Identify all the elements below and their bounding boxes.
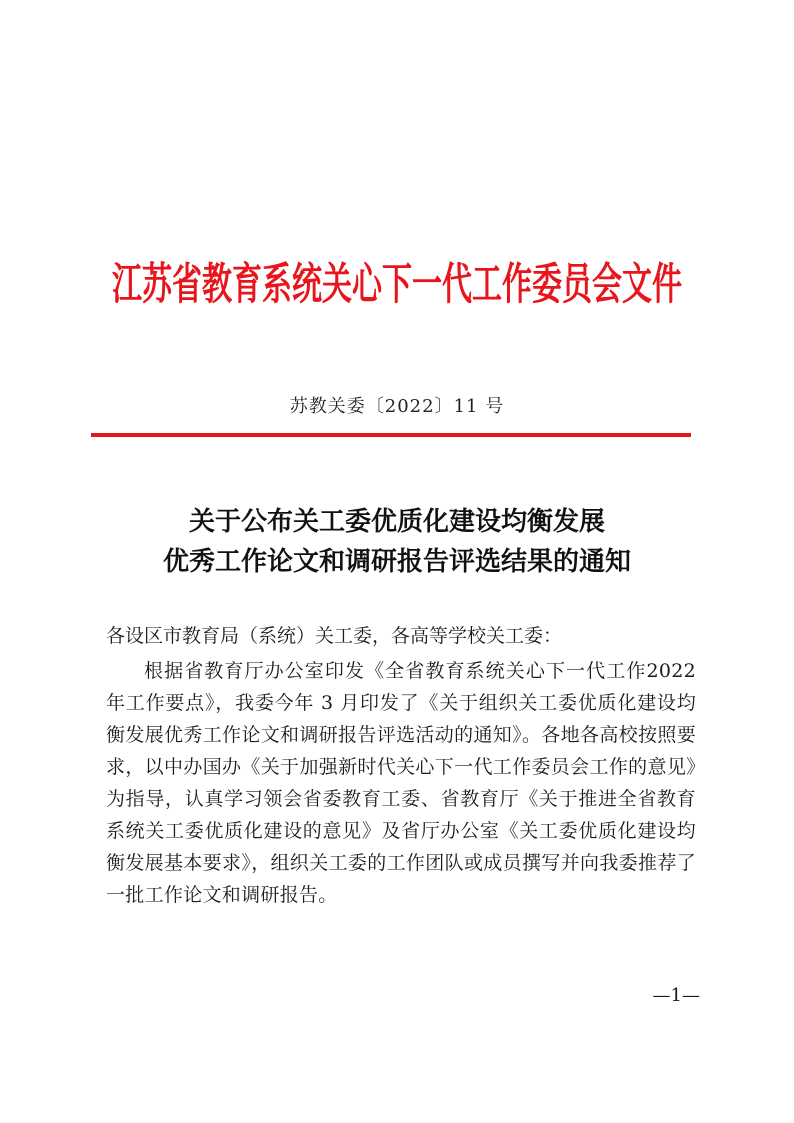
red-divider-line	[91, 433, 691, 437]
body-paragraph: 根据省教育厅办公室印发《全省教育系统关心下一代工作2022 年工作要点》，我委今年 3 月印发了《关于组织关工委优质化建设均衡发展优秀工作论文和调研报告评选活动的通知》。各地各高校按照要求，以中办国办《关于加强新时代关心下一代工作委员会工作的意见》为指导，认真学习领会省委教育工委、省教育厅《关于推进全省教育系统关工委优质化建设的意见》及省厅办公室《关工委优质化建设均衡发展基本要求》，组织关工委的工作团队或成员撰写并向我委推荐了一批工作论文和调研报告。	[106, 660, 696, 906]
notice-title-line-2: 优秀工作论文和调研报告评选结果的通知	[162, 547, 631, 577]
notice-title	[90, 502, 704, 582]
salutation: 各设区市教育局（系统）关工委，各高等学校关工委：	[106, 625, 563, 647]
page-number: —1—	[652, 985, 700, 1006]
masthead-title: 江苏省教育系统关心下一代工作委员会文件	[112, 259, 682, 311]
notice-title-line-1: 关于公布关工委优质化建设均衡发展	[188, 507, 605, 537]
document-number: 苏教关委〔2022〕11 号	[289, 396, 505, 417]
